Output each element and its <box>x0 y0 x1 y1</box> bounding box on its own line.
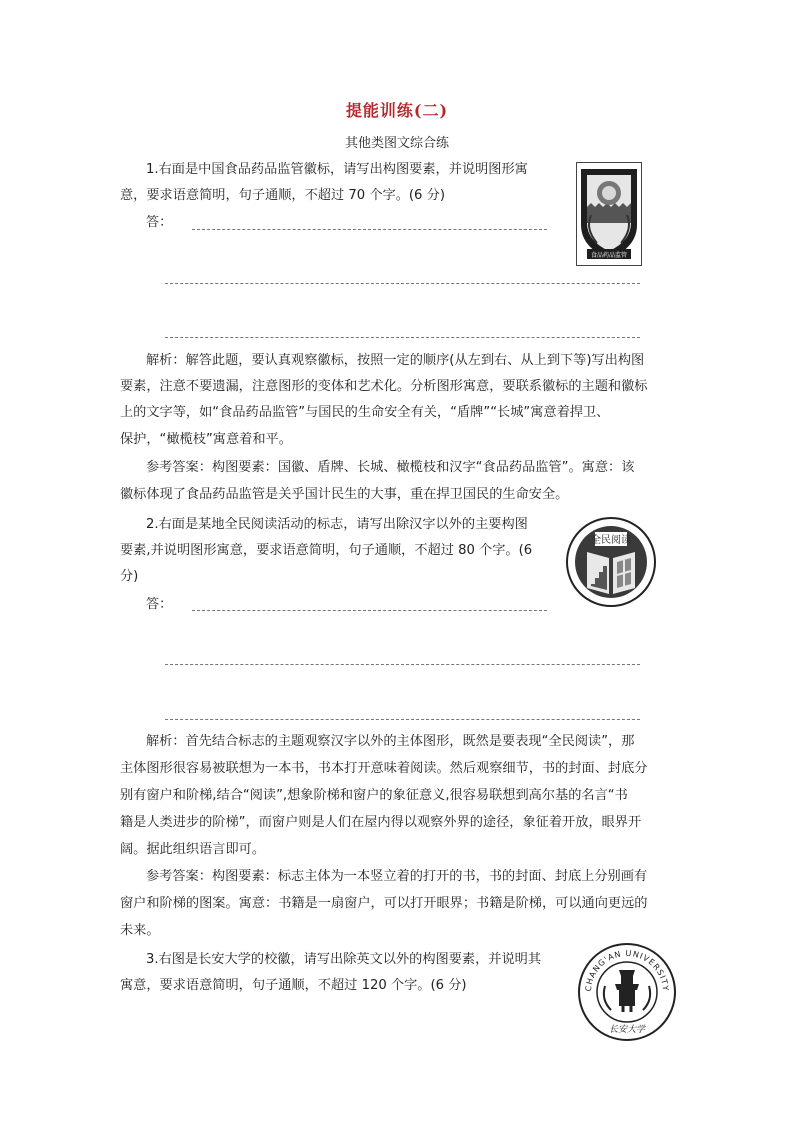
food-drug-emblem <box>576 162 642 266</box>
q1-answer-line-3[interactable] <box>165 337 640 338</box>
q2-prompt-line-1: 2.右面是某地全民阅读活动的标志，请写出除汉字以外的主要构图 <box>146 517 528 532</box>
q1-analysis-line-4: 保护，“橄榄枝”寓意着和平。 <box>120 432 292 447</box>
q1-reference-answer-line-2: 徽标体现了食品药品监管是关乎国计民生的大事，重在捍卫国民的生命安全。 <box>120 487 569 502</box>
badge-signature: 长安大学 <box>608 1025 646 1035</box>
q2-answer-line-2[interactable] <box>165 664 640 665</box>
page-subtitle: 其他类图文综合练 <box>344 136 449 151</box>
badge-ring-text: CHANG'AN UNIVERSITY <box>583 948 671 992</box>
q1-answer-line-1[interactable] <box>192 229 547 230</box>
q1-analysis-line-3: 上的文字等，如“食品药品监管”与国民的生命安全有关，“盾牌”“长城”寓意着捍卫、 <box>120 405 610 420</box>
q1-prompt-line-1: 1.右面是中国食品药品监管徽标，请写出构图要素，并说明图形寓 <box>146 162 528 177</box>
q2-prompt-line-2: 要素,并说明图形寓意，要求语意简明，句子通顺，不超过 80 个字。(6 <box>120 543 533 558</box>
q2-prompt-line-3: 分) <box>120 569 139 584</box>
q1-answer-label: 答： <box>146 215 173 230</box>
q2-reference-answer-line-3: 未来。 <box>120 923 160 938</box>
q1-analysis-line-1: 解析：解答此题，要认真观察徽标，按照一定的顺序(从左到右、从上到下等)写出构图 <box>146 353 645 368</box>
q1-prompt-line-2: 意，要求语意简明，句子通顺，不超过 70 个字。(6 分) <box>120 188 445 203</box>
q1-reference-answer-line-1: 参考答案：构图要素：国徽、盾牌、长城、橄榄枝和汉字“食品药品监管”。寓意：该 <box>146 460 635 475</box>
q2-analysis-line-4: 籍是人类进步的阶梯”，而窗户则是人们在屋内得以观察外界的途径，象征着开放，眼界开 <box>120 815 642 830</box>
logo-text: 全民阅读 <box>591 535 631 546</box>
tower-body-icon <box>619 990 635 1006</box>
q3-prompt-line-2: 寓意，要求语意简明，句子通顺，不超过 120 个字。(6 分) <box>120 978 467 993</box>
q2-analysis-line-3: 别有窗户和阶梯,结合“阅读”,想象阶梯和窗户的象征意义,很容易联想到高尔基的名言“书 <box>120 788 628 803</box>
q2-analysis-line-5: 阔。据此组织语言即可。 <box>120 842 266 857</box>
changan-university-badge <box>577 942 677 1042</box>
q2-reference-answer-line-2: 窗户和阶梯的图案。寓意：书籍是一扇窗户，可以打开眼界；书籍是阶梯，可以通向更远的 <box>120 896 648 911</box>
emblem-banner-text: 食品药品监管 <box>590 252 628 259</box>
page-title: 提能训练(二) <box>345 101 449 120</box>
q3-prompt-line-1: 3.右图是长安大学的校徽，请写出除英文以外的构图要素，并说明其 <box>146 952 542 967</box>
q2-analysis-line-2: 主体图形很容易被联想为一本书，书本打开意味着阅读。然后观察细节，书的封面、封底分 <box>120 761 648 776</box>
q2-answer-label: 答： <box>146 597 173 612</box>
q2-answer-line-1[interactable] <box>192 610 547 611</box>
q1-analysis-line-2: 要素，注意不要遗漏，注意图形的变体和艺术化。分析图形寓意，要联系徽标的主题和徽标 <box>120 379 648 394</box>
q2-analysis-line-1: 解析：首先结合标志的主题观察汉字以外的主体图形，既然是要表现“全民阅读”，那 <box>146 734 635 749</box>
q1-answer-line-2[interactable] <box>165 283 640 284</box>
reading-campaign-logo <box>565 516 657 608</box>
q2-answer-line-3[interactable] <box>165 719 640 720</box>
q2-reference-answer-line-1: 参考答案：构图要素：标志主体为一本竖立着的打开的书，书的封面、封底上分别画有 <box>146 869 648 884</box>
tower-roof-icon <box>619 970 635 976</box>
great-wall-shape <box>587 203 631 223</box>
